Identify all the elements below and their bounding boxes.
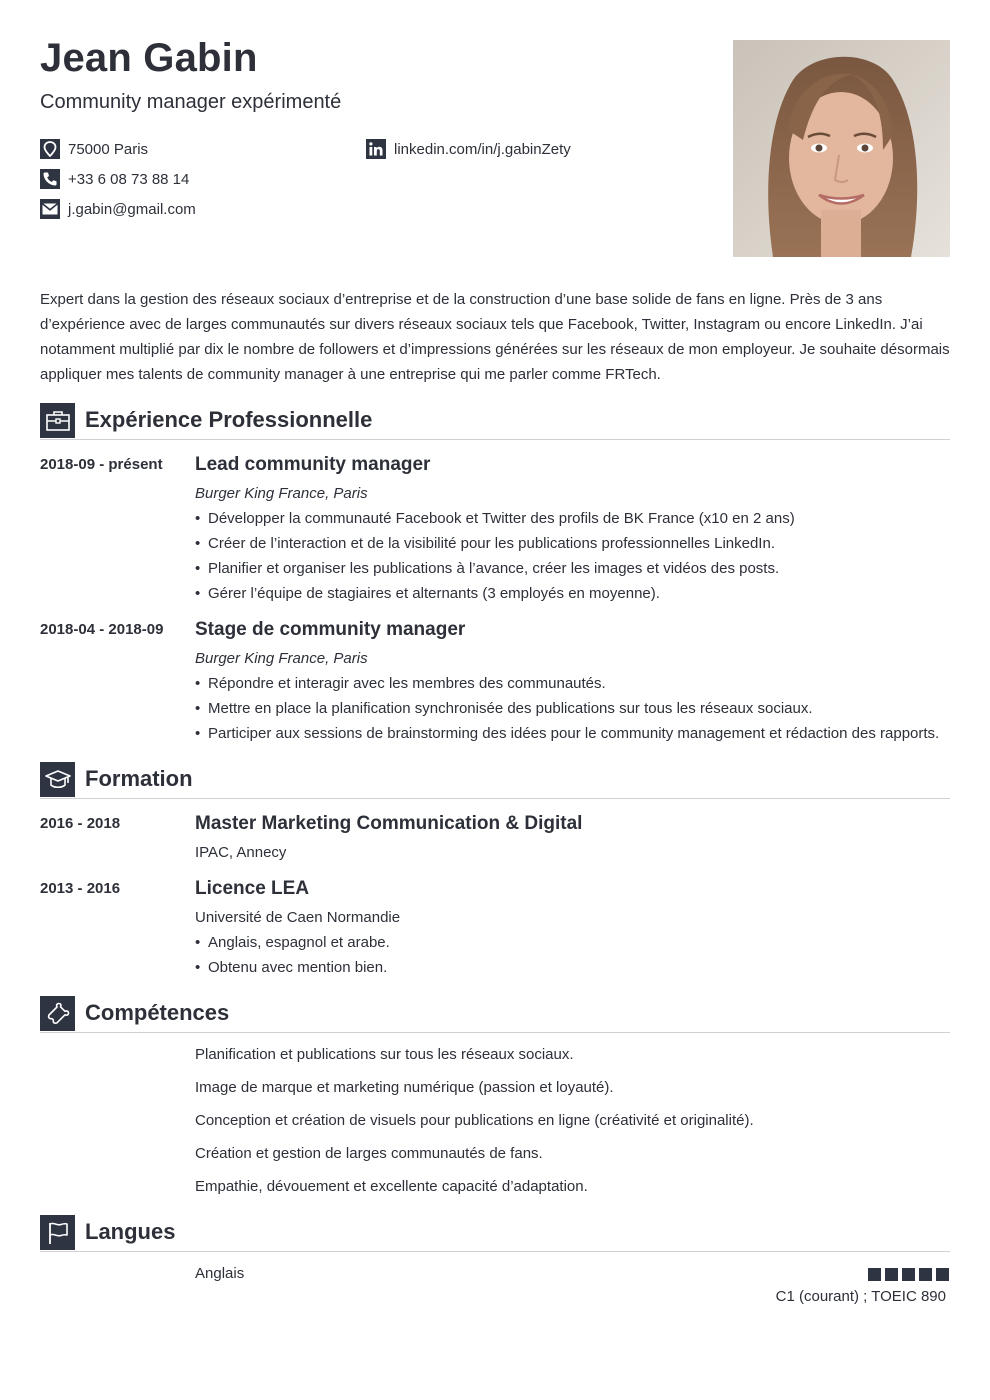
education-1-school: IPAC, Annecy — [195, 844, 287, 861]
experience-1-company: Burger King France, Paris — [195, 485, 368, 502]
experience-2-dates: 2018-04 - 2018-09 — [40, 621, 164, 638]
flag-icon — [40, 1215, 75, 1250]
education-2-dates: 2013 - 2016 — [40, 880, 121, 897]
level-square — [936, 1268, 949, 1281]
education-2-school: Université de Caen Normandie — [195, 909, 401, 926]
list-item: • Créer de l’interaction et de la visibilité pour les publications professionnelles LinkedIn. — [195, 531, 795, 556]
address-text: 75000 Paris — [68, 140, 149, 158]
section-title-languages: Langues — [85, 1219, 176, 1244]
list-item: • Anglais, espagnol et arabe. — [195, 930, 390, 955]
email-text[interactable]: j.gabin@gmail.com — [68, 200, 196, 218]
linkedin-text[interactable]: linkedin.com/in/j.gabinZety — [394, 140, 571, 158]
language-level-indicator — [868, 1268, 953, 1281]
list-item: • Planifier et organiser les publications à l’avance, créer les images et vidéos des posts. — [195, 556, 795, 581]
candidate-name: Jean Gabin — [40, 36, 258, 80]
experience-1-dates: 2018-09 - présent — [40, 456, 163, 473]
section-education-header — [40, 762, 950, 799]
section-skills-header — [40, 996, 950, 1033]
profile-summary: Expert dans la gestion des réseaux sociaux d’entreprise et de la construction d’une base solide de fans en ligne. Près de 3 ans d’expérience avec de larges communautés sur divers réseaux sociaux tels que Facebook, Twitter, Instagram ou encore LinkedIn. J’ai notamment multiplié par dix le nombre de followers et d’impressions générées sur les réseaux de mon employeur. Je souhaite désormais appliquer mes talents de community manager à une entreprise qui me parler comme FRTech. — [40, 291, 950, 383]
skill-item: Conception et création de visuels pour publications en ligne (créativité et originalité). — [195, 1112, 754, 1129]
level-square — [902, 1268, 915, 1281]
candidate-title: Community manager expérimenté — [40, 91, 342, 113]
skill-item: Planification et publications sur tous les réseaux sociaux. — [195, 1046, 574, 1063]
education-1-title: Master Marketing Communication & Digital — [195, 813, 583, 834]
language-name: Anglais — [195, 1265, 245, 1282]
section-experience-header — [40, 403, 950, 440]
briefcase-icon — [40, 403, 75, 438]
contact-address — [40, 139, 148, 159]
list-item: • Obtenu avec mention bien. — [195, 955, 390, 980]
section-title-education: Formation — [85, 766, 193, 791]
education-1-dates: 2016 - 2018 — [40, 815, 121, 832]
graduation-cap-icon — [40, 762, 75, 797]
phone-icon — [40, 169, 60, 189]
education-2-bullets — [195, 930, 390, 980]
experience-2-title: Stage de community manager — [195, 619, 466, 640]
puzzle-piece-icon — [40, 996, 75, 1031]
section-title-experience: Expérience Professionnelle — [85, 407, 373, 432]
contact-phone — [40, 169, 189, 189]
list-item: • Répondre et interagir avec les membres des communautés. — [195, 671, 939, 696]
experience-1-title: Lead community manager — [195, 454, 431, 475]
level-square — [868, 1268, 881, 1281]
profile-photo — [733, 40, 950, 257]
experience-1-bullets — [195, 506, 795, 606]
contact-linkedin — [366, 139, 571, 159]
list-item: • Gérer l’équipe de stagiaires et alternants (3 employés en moyenne). — [195, 581, 795, 606]
experience-2-company: Burger King France, Paris — [195, 650, 368, 667]
experience-2-bullets — [195, 671, 939, 746]
list-item: • Participer aux sessions de brainstorming des idées pour le community management et rédaction des rapports. — [195, 721, 939, 746]
skill-item: Empathie, dévouement et excellente capacité d’adaptation. — [195, 1178, 588, 1195]
language-level-text: C1 (courant) ; TOEIC 890 — [775, 1288, 946, 1305]
section-languages-header — [40, 1215, 950, 1252]
list-item: • Mettre en place la planification synchronisée des publications sur tous les réseaux sociaux. — [195, 696, 939, 721]
map-pin-icon — [40, 139, 60, 159]
level-square — [919, 1268, 932, 1281]
section-title-skills: Compétences — [85, 1000, 230, 1025]
education-2-title: Licence LEA — [195, 878, 310, 899]
phone-text: +33 6 08 73 88 14 — [68, 170, 190, 188]
linkedin-icon — [366, 139, 386, 159]
level-square — [885, 1268, 898, 1281]
list-item: • Développer la communauté Facebook et Twitter des profils de BK France (x10 en 2 ans) — [195, 506, 795, 531]
contact-email — [40, 199, 196, 219]
skill-item: Création et gestion de larges communautés de fans. — [195, 1145, 543, 1162]
skill-item: Image de marque et marketing numérique (passion et loyauté). — [195, 1079, 614, 1096]
envelope-icon — [40, 199, 60, 219]
